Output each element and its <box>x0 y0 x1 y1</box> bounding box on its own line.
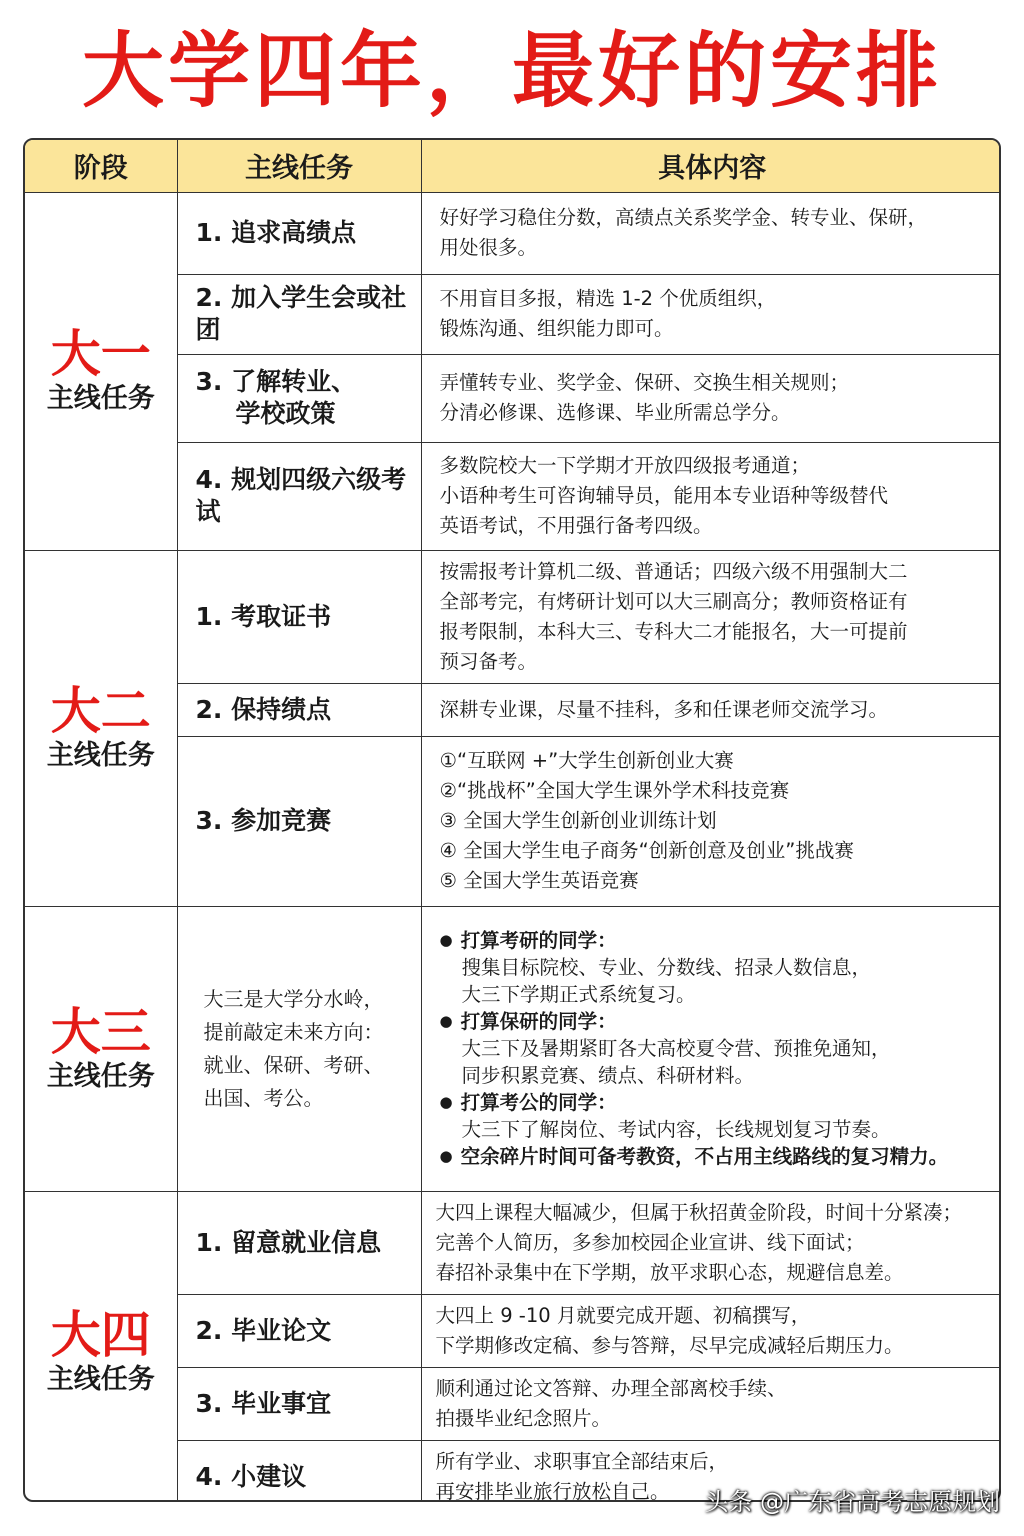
task-content: ①“互联网 +”大学生创新创业大赛 ②“挑战杯”全国大学生课外学术科技竞赛 ③ 全国大学生创新创业训练计划 ④ 全国大学生电子商务“创新创意及创业”挑战赛 ⑤ 全国大学生英语竞赛 <box>421 736 1001 906</box>
stage-cell-year2 <box>25 550 177 906</box>
task-label: 2. 加入学生会或社团 <box>177 274 421 354</box>
task-label: 4. 规划四级六级考试 <box>177 442 421 550</box>
task-label: 1. 留意就业信息 <box>177 1191 421 1294</box>
task-content: 大四上 9 -10 月就要完成开题、初稿撰写， 下学期修改定稿、参与答辩，尽早完成减轻后期压力。 <box>421 1294 1001 1367</box>
stage-cell-year1 <box>25 192 177 550</box>
task-content: 弄懂转专业、奖学金、保研、交换生相关规则； 分清必修课、选修课、毕业所需总学分。 <box>421 354 1001 442</box>
stage-subtitle: 主线任务 <box>46 740 155 771</box>
stage-name: 大一 <box>50 325 151 383</box>
watermark: 头条 @广东省高考志愿规划 <box>704 1488 1000 1516</box>
task-content: ● 打算考研的同学： 搜集目标院校、专业、分数线、招录人数信息， 大三下学期正式系统复习。 ● 打算保研的同学： 大三下及暑期紧盯各大高校夏令营、预推免通知， 同步积累竞赛、绩点、科研材料。 ● 打算考公的同学： 大三下了解岗位、考试内容，长线规划复习节奏。 ● 空余碎片时间可备考教资，不占用主线路线的复习精力。 <box>421 906 1001 1191</box>
header-content: 具体内容 <box>421 140 1001 192</box>
table-row <box>25 906 1001 1191</box>
table-header-row <box>25 140 1001 192</box>
bullet-heading: ● 空余碎片时间可备考教资，不占用主线路线的复习精力。 <box>440 1143 994 1170</box>
task-content: 深耕专业课，尽量不挂科，多和任课老师交流学习。 <box>421 683 1001 736</box>
bullet-heading: ● 打算考研的同学： <box>440 927 994 954</box>
table-row <box>25 550 1001 683</box>
stage-subtitle: 主线任务 <box>46 1060 155 1092</box>
stage-cell-year4 <box>25 1191 177 1502</box>
task-content: 顺利通过论文答辩、办理全部离校手续、 拍摄毕业纪念照片。 <box>421 1367 1001 1440</box>
page-title: 大学四年，最好的安排 <box>81 24 942 119</box>
stage-name: 大三 <box>50 1002 151 1061</box>
stage-subtitle: 主线任务 <box>46 383 155 414</box>
task-label: 2. 保持绩点 <box>177 683 421 736</box>
task-content: 大四上课程大幅减少，但属于秋招黄金阶段，时间十分紧凑； 完善个人简历，多参加校园企业宣讲、线下面试； 春招补录集中在下学期，放平求职心态，规避信息差。 <box>421 1191 1001 1294</box>
task-content: 不用盲目多报，精选 1-2 个优质组织， 锻炼沟通、组织能力即可。 <box>421 274 1001 354</box>
task-label: 1. 考取证书 <box>177 550 421 683</box>
task-label: 4. 小建议 <box>177 1440 421 1502</box>
task-label: 3. 了解转业、 学校政策 <box>177 354 421 442</box>
bullet-heading: ● 打算保研的同学： <box>440 1008 994 1035</box>
task-content: 好好学习稳住分数，高绩点关系奖学金、转专业、保研， 用处很多。 <box>421 192 1001 274</box>
task-content: 多数院校大一下学期才开放四级报考通道； 小语种考生可咨询辅导员，能用本专业语种等级替代 英语考试，不用强行备考四级。 <box>421 442 1001 550</box>
task-content: 所有学业、求职事宜全部结束后， 再安排毕业旅行放松自己。 <box>421 1440 1001 1502</box>
task-description: 大三是大学分水岭， 提前敲定未来方向： 就业、保研、考研、 出国、考公。 <box>177 906 421 1191</box>
task-label: 3. 毕业事宜 <box>177 1367 421 1440</box>
task-label: 3. 参加竞赛 <box>177 736 421 906</box>
stage-name: 大四 <box>50 1305 151 1364</box>
table-row <box>25 192 1001 274</box>
bullet-heading: ● 打算考公的同学： <box>440 1089 994 1116</box>
task-label: 2. 毕业论文 <box>177 1294 421 1367</box>
stage-subtitle: 主线任务 <box>46 1363 155 1395</box>
task-label: 1. 追求高绩点 <box>177 192 421 274</box>
stage-name: 大二 <box>50 682 151 740</box>
stage-cell-year3 <box>25 906 177 1191</box>
header-stage: 阶段 <box>25 140 177 192</box>
header-task: 主线任务 <box>177 140 421 192</box>
task-content: 按需报考计算机二级、普通话；四级六级不用强制大二 全部考完，有烤研计划可以大三刷高分；教师资格证有 报考限制，本科大三、专科大二才能报名，大一可提前 预习备考。 <box>421 550 1001 683</box>
plan-table <box>23 138 1001 1502</box>
table-row <box>25 1191 1001 1294</box>
